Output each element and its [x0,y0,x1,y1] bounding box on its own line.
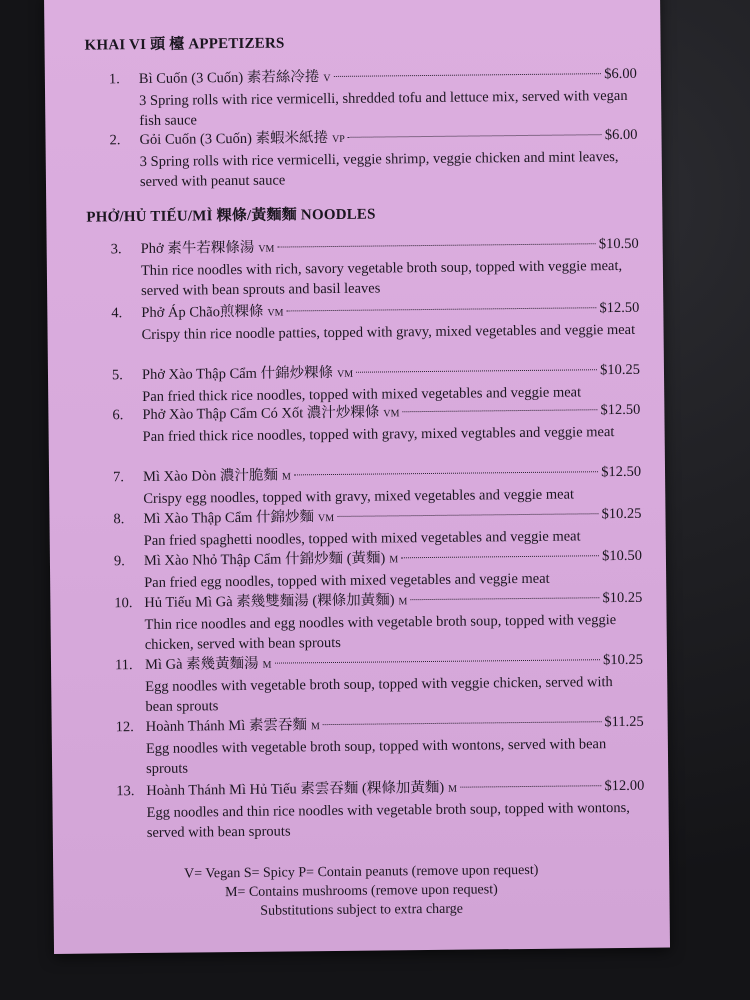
item-number: 1. [108,71,120,88]
item-name: Mì Gà 素幾黃麵湯 [144,655,259,673]
item-description: Thin rice noodles and egg noodles with vegetable broth soup, topped with veggie chicken, served with bean sprouts [144,612,617,653]
menu-item [114,588,643,656]
item-description: Egg noodles with vegetable broth soup, topped with wontons, served with bean sprouts [145,736,607,777]
dot-leader [402,409,597,412]
item-tag: M [398,596,408,608]
item-name: Hoành Thánh Mì Hủ Tiếu 素雲吞麵 (粿條加黃麵) [146,779,445,799]
item-description: Thin rice noodles with rich, savory vegetable broth soup, topped with veggie meat, served with bean sprouts and basil leaves [140,257,623,299]
dot-leader [348,134,602,138]
menu-item [111,234,640,302]
item-name: Mì Xào Nhỏ Thập Cẩm 什錦炒麵 (黃麵) [143,550,386,569]
item-number: 10. [114,595,133,612]
item-price: $10.50 [598,235,639,253]
item-tag: VM [383,408,400,420]
item-number: 8. [113,511,125,528]
dot-leader [275,659,601,663]
item-price: $10.25 [601,505,642,523]
legend [53,860,670,923]
item-name: Phở Xào Thập Cẩm Có Xốt 濃汁炒粿條 [142,404,380,423]
item-price: $10.25 [603,651,644,669]
item-tag: VM [258,243,275,255]
item-name: Hoành Thánh Mì 素雲吞麵 [145,717,307,735]
item-tag: M [262,659,272,671]
menu-item [114,546,642,594]
item-number: 2. [109,132,121,149]
dot-leader [294,471,598,475]
item-description: 3 Spring rolls with rice vermicelli, veggie shrimp, veggie chicken and mint leaves, served with peanut sauce [139,148,619,191]
dot-leader [323,721,602,725]
item-name: Phở 素牛若粿條湯 [140,239,255,258]
item-name: Hủ Tiếu Mì Gà 素幾雙麵湯 (粿條加黃麵) [144,592,395,611]
menu-item [112,400,640,448]
item-price: $10.50 [601,547,642,565]
item-tag: M [448,783,458,795]
menu-item [115,650,644,718]
menu-item [111,298,639,346]
item-number: 13. [116,783,135,800]
item-price: $6.00 [604,65,637,83]
item-price: $12.00 [604,777,645,795]
item-name: Phở Áp Chão煎粿條 [141,303,264,321]
item-number: 5. [111,367,123,384]
dot-leader [287,307,597,311]
item-description: Pan fried spaghetti noodles, topped with mixed vegetables and veggie meat [143,528,581,549]
item-description: Crispy egg noodles, topped with gravy, mixed vegetables and veggie meat [143,486,575,507]
dot-leader [460,785,601,787]
item-price: $12.50 [600,401,641,419]
item-tag: VP [331,133,345,145]
dot-leader [401,555,599,558]
item-tag: VM [317,512,335,525]
item-description: Pan fried thick rice noodles, topped with mixed vegetables and veggie meat [142,384,582,405]
item-tag: M [310,721,320,733]
item-number: 3. [110,241,122,258]
item-price: $10.25 [602,589,643,607]
item-description: Pan fried egg noodles, topped with mixed vegetables and veggie meat [144,570,550,591]
item-number: 7. [112,469,125,486]
item-price: $6.00 [604,126,638,144]
item-description: Crispy thin rice noodle patties, topped with gravy, mixed vegetables and veggie meat [141,321,636,343]
item-price: $12.50 [599,299,640,317]
item-name: Phở Xào Thập Cẩm 什錦炒粿條 [141,364,334,383]
menu-item [113,462,641,510]
menu-item [109,64,638,132]
item-price: $11.25 [604,713,644,731]
item-tag: M [389,554,399,566]
legend-line: V= Vegan S= Spicy P= Contain peanuts (remove upon request) [183,862,539,882]
item-tag: M [281,471,291,483]
item-tag: VM [267,307,284,319]
dot-leader [356,369,597,373]
item-name: Mì Xào Thập Cẩm 什錦炒麵 [143,509,315,527]
item-tag: V [323,73,331,85]
item-number: 12. [115,719,134,736]
legend-line: Substitutions subject to extra charge [260,901,464,919]
item-name: Mì Xào Dòn 濃汁脆麵 [142,467,279,485]
menu-page [44,0,670,954]
item-description: Pan fried thick rice noodles, topped with gravy, mixed vegtables and veggie meat [142,424,615,445]
item-number: 11. [114,657,133,674]
item-name: Bì Cuốn (3 Cuốn) 素若絲冷捲 [138,69,320,88]
dot-leader [277,243,595,247]
item-price: $12.50 [601,463,642,481]
menu-item [116,712,645,780]
item-name: Gỏi Cuốn (3 Cuốn) 素蝦米紙捲 [139,130,329,149]
item-description: Egg noodles and thin rice noodles with vegetable broth soup, topped with wontons, served with bean sprouts [146,799,630,841]
item-tag: VM [337,368,354,380]
menu-item [113,504,641,552]
item-number: 6. [112,407,124,424]
item-description: 3 Spring rolls with rice vermicelli, shredded tofu and lettuce mix, served with vegan fish sauce [139,87,628,130]
item-number: 4. [111,305,123,322]
item-description: Egg noodles with vegetable broth soup, topped with veggie chicken, served with bean sprouts [145,674,613,715]
dot-leader [337,513,598,517]
dot-leader [334,73,602,77]
noodles-heading: PHỞ/HỦ TIẾU/MÌ 粿條/黃麵麵 NOODLES [86,206,376,226]
appetizers-heading: KHAI VI 頭 檯 APPETIZERS [84,35,285,54]
item-number: 9. [113,553,125,570]
menu-item [109,125,638,193]
dot-leader [410,597,599,600]
menu-item [116,776,645,844]
item-price: $10.25 [600,361,641,379]
legend-line: M= Contains mushrooms (remove upon request) [224,882,498,901]
